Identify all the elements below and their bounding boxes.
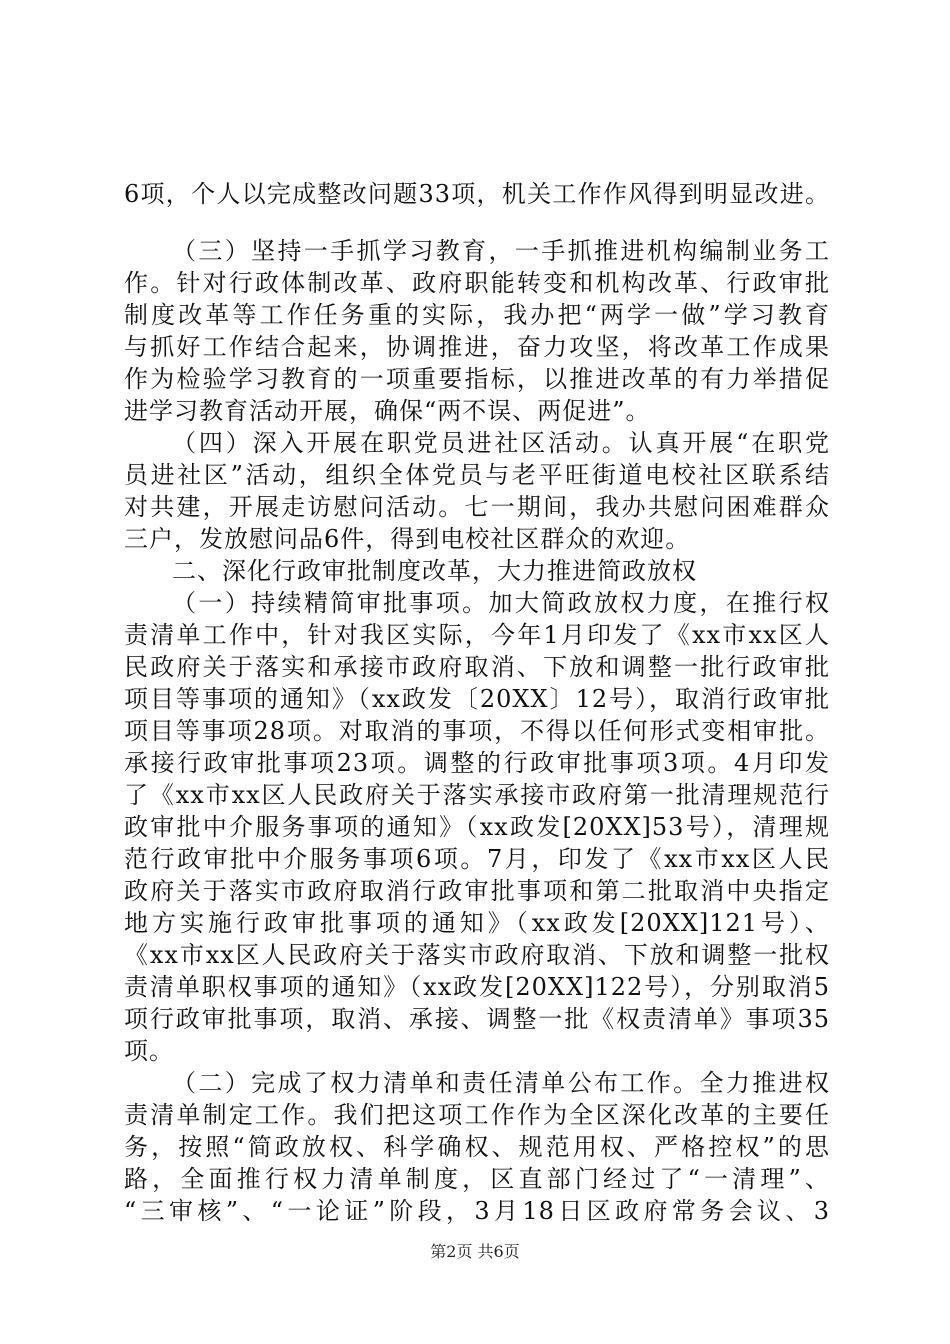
text-line: 范行政审批中介服务事项6项。7月，印发了《xx市xx区人民 bbox=[124, 845, 830, 873]
text-line: 民政府关于落实和承接市政府取消、下放和调整一批行政审批 bbox=[124, 653, 830, 681]
text-line: 项行政审批事项，取消、承接、调整一批《权责清单》事项35 bbox=[124, 1005, 830, 1033]
text-line: 务，按照“简政放权、科学确权、规范用权、严格控权”的思 bbox=[124, 1133, 830, 1161]
text-line: 责清单制定工作。我们把这项工作作为全区深化改革的主要任 bbox=[124, 1101, 830, 1129]
text-line: “三审核”、“一论证”阶段，3月18日区政府常务会议、3 bbox=[124, 1197, 830, 1225]
text-line: 项。 bbox=[124, 1037, 174, 1065]
page-number-label: 第2页 共6页 bbox=[430, 1242, 520, 1261]
text-line: 承接行政审批事项23项。调整的行政审批事项3项。4月印发 bbox=[124, 749, 830, 777]
text-line: 员进社区”活动，组织全体党员与老平旺街道电校社区联系结 bbox=[124, 461, 830, 489]
text-line: 三户，发放慰问品6件，得到电校社区群众的欢迎。 bbox=[124, 525, 691, 553]
section-heading: 二、深化行政审批制度改革，大力推进简政放权 bbox=[172, 557, 697, 585]
paragraph-heading-line: （二）完成了权力清单和责任清单公布工作。全力推进权 bbox=[172, 1069, 830, 1097]
text-line: 责清单工作中，针对我区实际，今年1月印发了《xx市xx区人 bbox=[124, 621, 830, 649]
text-line: 对共建，开展走访慰问活动。七一期间，我办共慰问困难群众 bbox=[124, 493, 830, 521]
text-line: 责清单职权事项的通知》（xx政发[20XX]122号），分别取消5 bbox=[124, 973, 830, 1001]
text-line: 作为检验学习教育的一项重要指标，以推进改革的有力举措促 bbox=[124, 365, 830, 393]
text-line: 作。针对行政体制改革、政府职能转变和机构改革、行政审批 bbox=[124, 269, 830, 297]
paragraph-heading-line: （三）坚持一手抓学习教育，一手抓推进机构编制业务工 bbox=[172, 237, 830, 265]
text-line: 项目等事项28项。对取消的事项，不得以任何形式变相审批。 bbox=[124, 717, 830, 745]
text-line: 进学习教育活动开展，确保“两不误、两促进”。 bbox=[124, 397, 651, 425]
text-line: 《xx市xx区人民政府关于落实市政府取消、下放和调整一批权 bbox=[124, 941, 830, 969]
text-line: 地方实施行政审批事项的通知》（xx政发[20XX]121号）、 bbox=[124, 909, 830, 937]
text-line: 政审批中介服务事项的通知》（xx政发[20XX]53号），清理规 bbox=[124, 813, 830, 841]
paragraph-heading-line: （四）深入开展在职党员进社区活动。认真开展“在职党 bbox=[172, 429, 830, 457]
text-line: 制度改革等工作任务重的实际，我办把“两学一做”学习教育 bbox=[124, 301, 830, 329]
text-line: 与抓好工作结合起来，协调推进，奋力攻坚，将改革工作成果 bbox=[124, 333, 830, 361]
text-line: 政府关于落实市政府取消行政审批事项和第二批取消中央指定 bbox=[124, 877, 830, 905]
page-footer bbox=[0, 1240, 950, 1264]
paragraph-heading-line: （一）持续精简审批事项。加大简政放权力度，在推行权 bbox=[172, 589, 830, 617]
text-line: 6项，个人以完成整改问题33项，机关工作作风得到明显改进。 bbox=[124, 180, 830, 208]
text-line: 路，全面推行权力清单制度，区直部门经过了“一清理”、 bbox=[124, 1165, 830, 1193]
text-line: 项目等事项的通知》（xx政发〔20XX〕12号），取消行政审批 bbox=[124, 685, 830, 713]
text-line: 了《xx市xx区人民政府关于落实承接市政府第一批清理规范行 bbox=[124, 781, 830, 809]
